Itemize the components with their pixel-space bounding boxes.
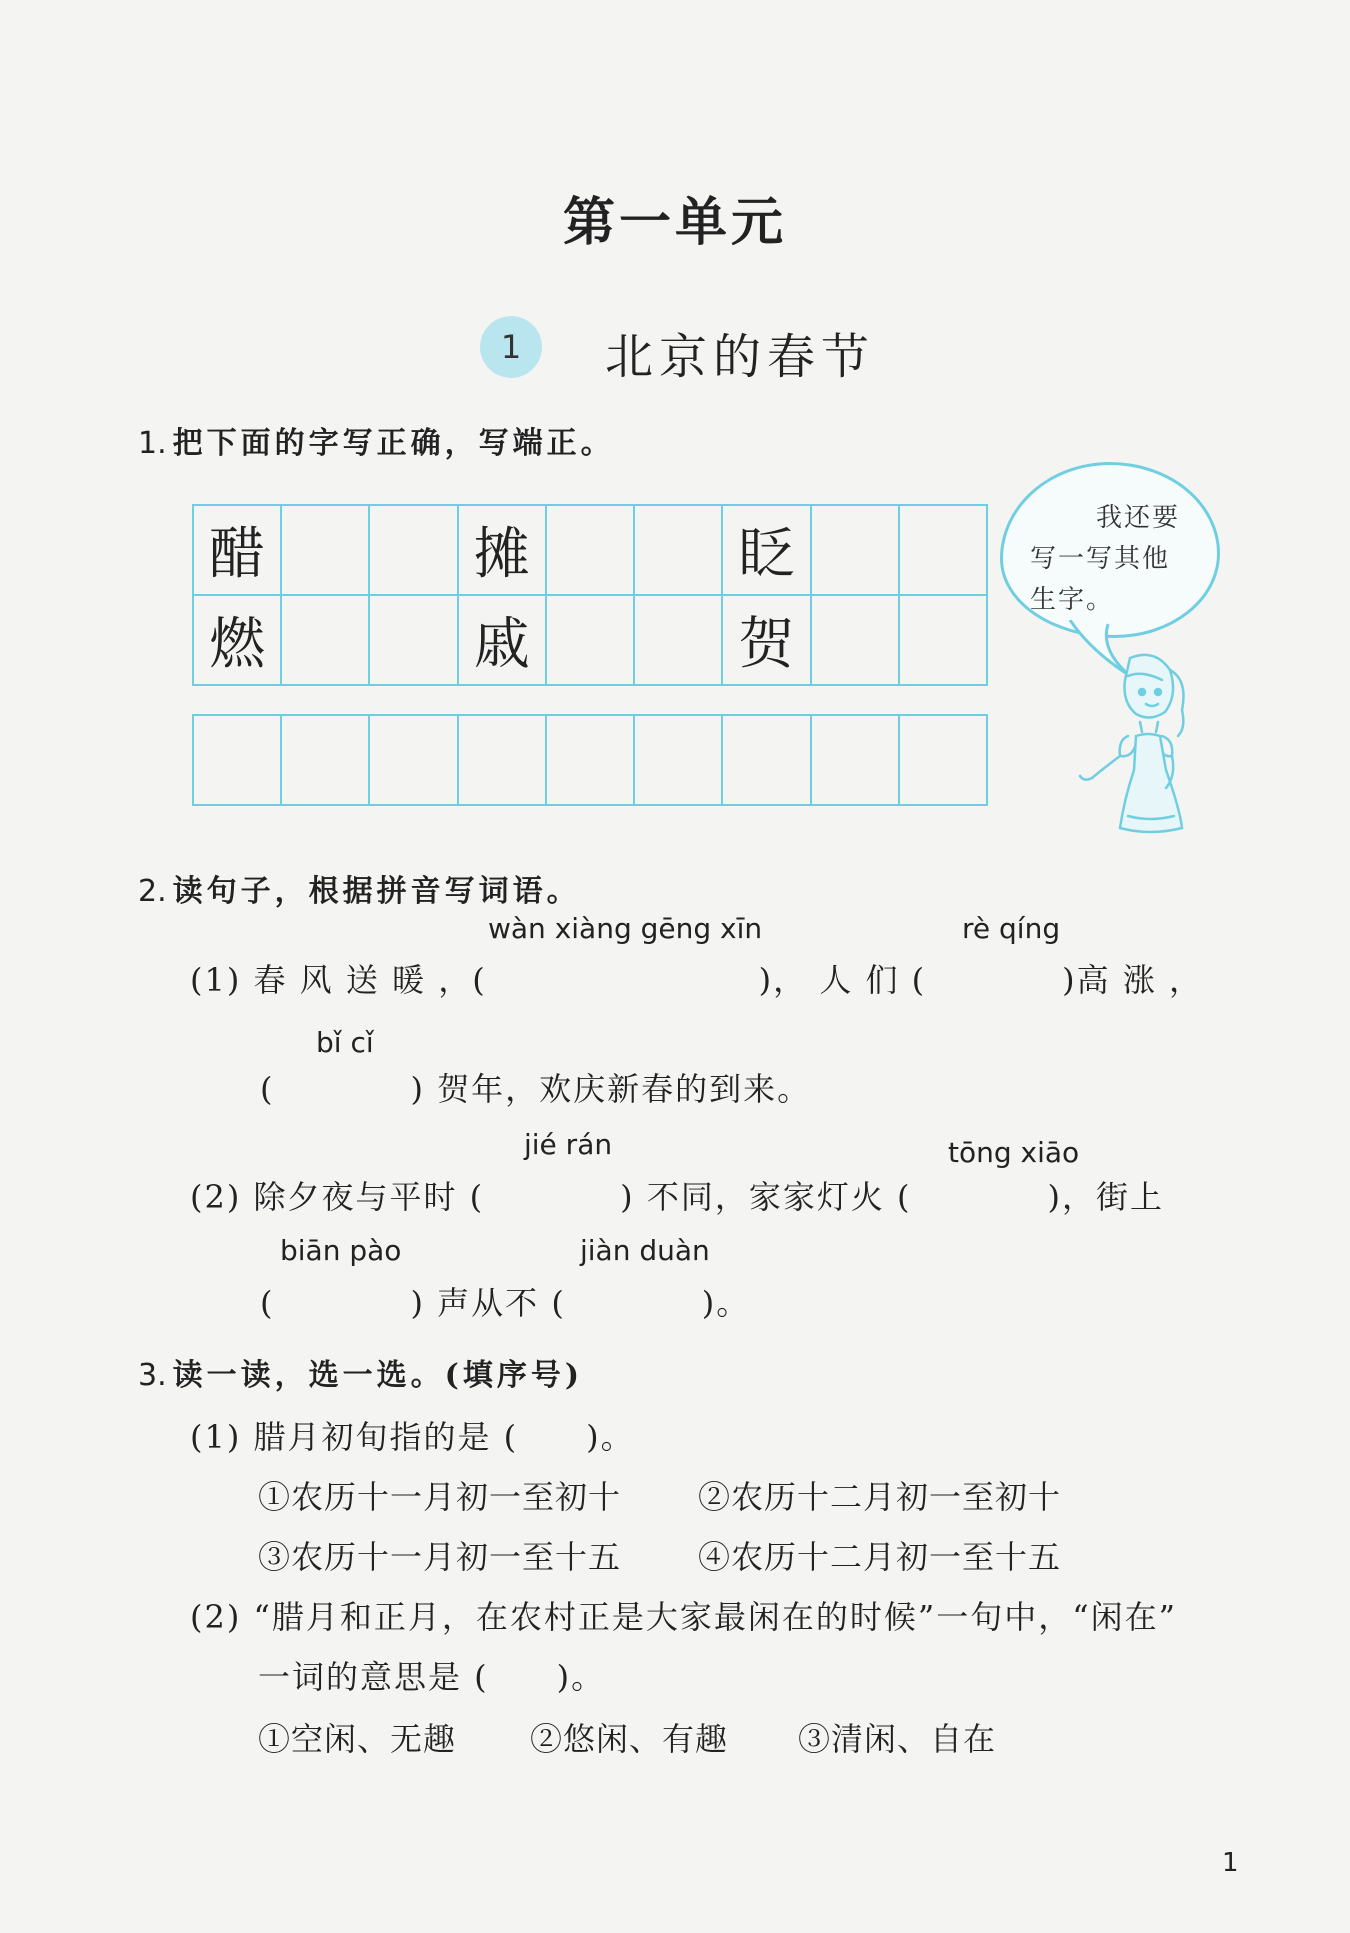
grid-row — [194, 506, 986, 594]
grid-row — [194, 594, 986, 684]
pinyin-hint: wàn xiàng gēng xīn — [488, 912, 763, 945]
model-char: 戚 — [459, 596, 547, 684]
option: ④农历十二月初一至十五 — [698, 1538, 1062, 1576]
blank-cell[interactable] — [547, 716, 635, 804]
blank-cell[interactable] — [635, 506, 723, 594]
sentence-line: ( ) 声从不 ( )。 — [260, 1284, 751, 1322]
unit-title: 第一单元 — [562, 192, 787, 253]
model-char: 贺 — [723, 596, 811, 684]
blank-cell[interactable] — [282, 716, 370, 804]
pinyin-hint: rè qíng — [962, 912, 1061, 945]
blank-cell[interactable] — [900, 506, 986, 594]
question-number: 1. — [138, 426, 167, 461]
blank-cell[interactable] — [282, 596, 370, 684]
option: ①空闲、无趣 — [258, 1720, 457, 1758]
model-char: 醋 — [194, 506, 282, 594]
pinyin-hint: bǐ cǐ — [316, 1026, 374, 1059]
bubble-line: 生字。 — [1030, 585, 1115, 615]
pinyin-hint: jié rán — [524, 1128, 613, 1161]
writing-grid-2 — [192, 714, 988, 806]
speech-bubble-text — [1030, 498, 1200, 621]
blank-cell[interactable] — [282, 506, 370, 594]
blank-cell[interactable] — [635, 716, 723, 804]
sentence-line: ( ) 贺年，欢庆新春的到来。 — [260, 1070, 812, 1108]
pinyin-hint: tōng xiāo — [948, 1136, 1080, 1169]
question-number: 3. — [138, 1358, 167, 1393]
model-char: 眨 — [723, 506, 811, 594]
lesson-title: 北京的春节 — [605, 329, 876, 385]
sub-question-2-cont: 一词的意思是 ( )。 — [258, 1658, 606, 1696]
pinyin-hint: biān pào — [280, 1234, 402, 1267]
blank-cell[interactable] — [812, 716, 900, 804]
option: ①农历十一月初一至初十 — [258, 1478, 622, 1516]
blank-cell[interactable] — [370, 506, 458, 594]
blank-cell[interactable] — [370, 716, 458, 804]
blank-cell[interactable] — [459, 716, 547, 804]
question-2-heading — [138, 866, 581, 910]
blank-cell[interactable] — [547, 506, 635, 594]
bubble-line: 写一写其他 — [1030, 544, 1171, 574]
lesson-number-badge: 1 — [480, 316, 542, 378]
option: ③农历十一月初一至十五 — [258, 1538, 622, 1576]
sentence-line: (2) 除夕夜与平时 ( ) 不同，家家灯火 ( )，街上 — [190, 1178, 1164, 1216]
model-char: 燃 — [194, 596, 282, 684]
blank-cell[interactable] — [194, 716, 282, 804]
question-text: 把下面的字写正确，写端正。 — [172, 426, 615, 461]
option: ②悠闲、有趣 — [530, 1720, 729, 1758]
sub-question-2: (2) “腊月和正月，在农村正是大家最闲在的时候”一句中，“闲在” — [190, 1598, 1177, 1636]
blank-cell[interactable] — [812, 506, 900, 594]
model-char: 摊 — [459, 506, 547, 594]
option: ②农历十二月初一至初十 — [698, 1478, 1062, 1516]
girl-illustration-icon — [1070, 640, 1210, 840]
question-1-heading — [138, 418, 615, 462]
blank-cell[interactable] — [547, 596, 635, 684]
bubble-line: 我还要 — [1095, 503, 1180, 533]
blank-cell[interactable] — [900, 716, 986, 804]
blank-cell[interactable] — [723, 716, 811, 804]
blank-cell[interactable] — [812, 596, 900, 684]
page-number: 1 — [1222, 1848, 1239, 1878]
sub-question-1: (1) 腊月初旬指的是 ( )。 — [190, 1418, 635, 1456]
option: ③清闲、自在 — [798, 1720, 997, 1758]
writing-grid-1 — [192, 504, 988, 686]
blank-cell[interactable] — [370, 596, 458, 684]
question-3-heading — [138, 1350, 583, 1394]
question-number: 2. — [138, 874, 167, 909]
sentence-line: (1) 春 风 送 暖 ，( )， 人 们 ( )高 涨 ， — [190, 961, 1203, 999]
blank-cell[interactable] — [635, 596, 723, 684]
blank-cell[interactable] — [900, 596, 986, 684]
grid-row — [194, 716, 986, 804]
question-text: 读一读，选一选。(填序号) — [172, 1358, 584, 1393]
question-text: 读句子，根据拼音写词语。 — [172, 874, 581, 909]
pinyin-hint: jiàn duàn — [580, 1234, 710, 1267]
